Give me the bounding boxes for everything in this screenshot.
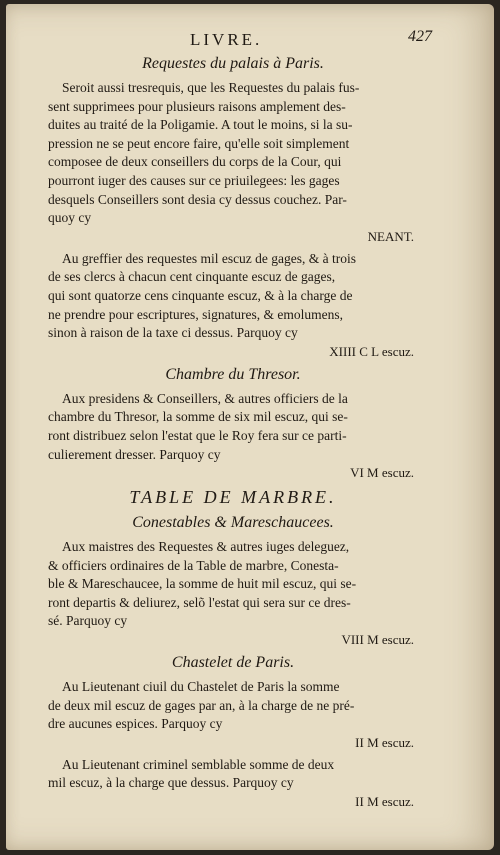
- amount: II M escuz.: [355, 794, 414, 810]
- text-block: [48, 28, 432, 815]
- section-heading: Requestes du palais à Paris.: [142, 55, 324, 72]
- text-line: desquels Conseillers sont desia cy dessus couchez. Par-: [48, 191, 347, 207]
- entry-paragraph: [48, 756, 418, 793]
- text-line: ble & Mareschaucee, la somme de huit mil escuz, qui se-: [48, 576, 357, 592]
- text-line: Au Lieutenant ciuil du Chastelet de Paris la somme: [62, 679, 340, 695]
- text-line: ne prendre pour escriptures, signatures, & emolumens,: [48, 306, 344, 322]
- text-line: composee de deux conseillers du corps de la Cour, qui: [48, 154, 342, 170]
- text-line: Au greffier des requestes mil escuz de gages, & à trois: [62, 250, 357, 266]
- text-line: Au Lieutenant criminel semblable somme de deux: [62, 756, 335, 772]
- amount: VIII M escuz.: [341, 632, 414, 648]
- running-title: LIVRE.: [190, 30, 263, 49]
- text-line: de ses clercs à chacun cent cinquante escuz de gages,: [48, 269, 336, 285]
- page-number: 427: [408, 28, 432, 45]
- text-line: sinon à raison de la taxe ci dessus. Parquoy cy: [48, 325, 298, 341]
- amount: NEANT.: [367, 228, 414, 244]
- entry-paragraph: [48, 678, 418, 734]
- text-line: Seroit aussi tresrequis, que les Requestes du palais fus-: [62, 80, 360, 95]
- text-line: quoy cy: [48, 210, 92, 226]
- text-line: Aux maistres des Requestes & autres iuges deleguez,: [62, 539, 350, 555]
- section-heading: Chambre du Thresor.: [165, 365, 301, 383]
- text-line: & officiers ordinaires de la Table de marbre, Conesta-: [48, 557, 339, 573]
- text-line: sent supprimees pour plusieurs raisons amplement des-: [48, 98, 346, 114]
- text-line: mil escuz, à la charge que dessus. Parquoy cy: [48, 775, 294, 791]
- text-line: qui sont quatorze cens cinquante escuz, & à la charge de: [48, 287, 353, 303]
- text-line: pression ne se peut encore faire, qu'elle soit simplement: [48, 135, 350, 151]
- text-line: culierement dresser. Parquoy cy: [48, 446, 221, 462]
- running-head: [48, 28, 432, 52]
- text-line: ront departis & deliurez, selõ l'estat qui sera sur ce dres-: [48, 594, 351, 610]
- text-line: chambre du Thresor, la somme de six mil escuz, qui se-: [48, 409, 348, 425]
- text-line: Aux presidens & Conseillers, & autres officiers de la: [62, 390, 348, 406]
- amount: VI M escuz.: [350, 465, 414, 481]
- sections: [48, 54, 418, 810]
- section-heading: TABLE DE MARBRE.: [129, 487, 337, 508]
- amount: XIIII C L escuz.: [329, 343, 414, 359]
- amount: II M escuz.: [355, 734, 414, 750]
- text-line: de deux mil escuz de gages par an, à la charge de ne pré-: [48, 697, 355, 713]
- text-line: dre aucunes espices. Parquoy cy: [48, 716, 223, 732]
- entry-paragraph: [48, 390, 418, 464]
- section-heading: Conestables & Mareschaucees.: [132, 514, 334, 532]
- entry-paragraph: [48, 79, 418, 228]
- entry-paragraph: [48, 538, 418, 631]
- book-page: [6, 4, 494, 850]
- text-line: duites au traité de la Poligamie. A tout le moins, si la su-: [48, 117, 353, 133]
- text-line: sé. Parquoy cy: [48, 613, 128, 629]
- text-line: ront distribuez selon l'estat que le Roy fera sur ce parti-: [48, 427, 347, 443]
- text-line: pourront iuger des causes sur ce priuilegees: les gages: [48, 172, 340, 188]
- section-heading: Chastelet de Paris.: [171, 654, 295, 672]
- entry-paragraph: [48, 250, 418, 343]
